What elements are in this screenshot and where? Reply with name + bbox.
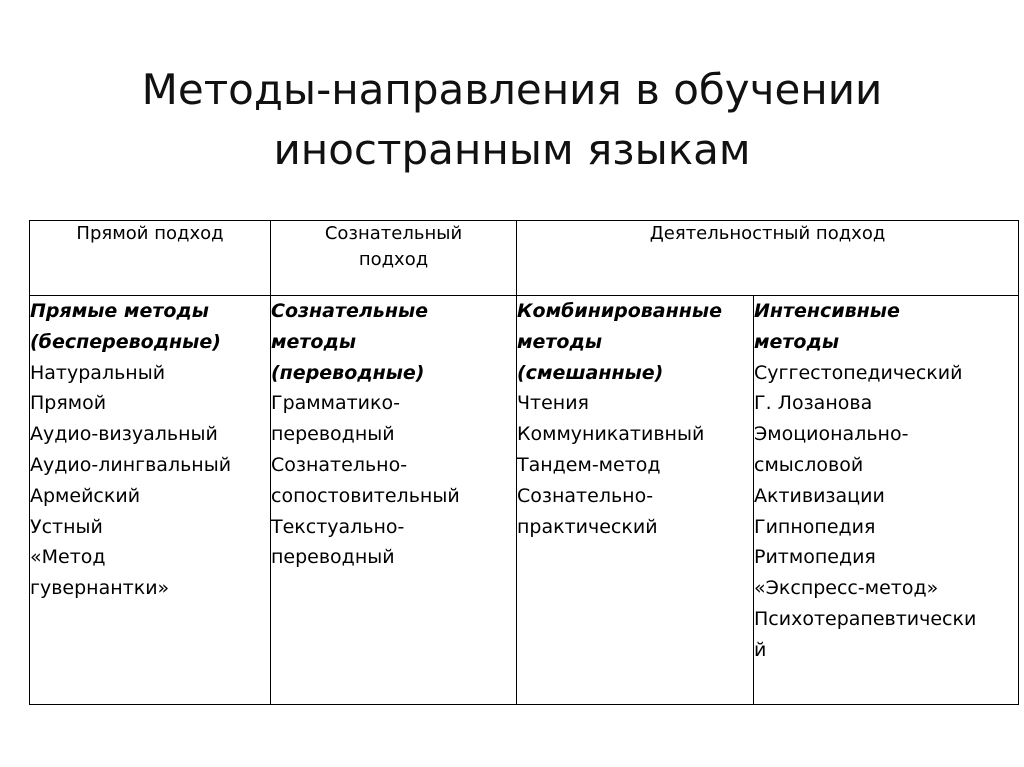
method-item: Ритмопедия [754, 546, 876, 569]
method-item: Сознательно- [517, 484, 654, 507]
method-item: переводный [271, 423, 395, 446]
methods-row [30, 296, 1019, 705]
method-item: Аудио-лингвальный [30, 453, 232, 476]
category-title: Интенсивные методы [754, 300, 900, 353]
method-item: «Экспресс-метод» [754, 577, 939, 600]
method-item: смысловой [754, 453, 864, 476]
method-item: Натуральный [30, 361, 166, 384]
method-item: Прямой [30, 392, 107, 415]
method-item: Коммуникативный [517, 423, 705, 446]
method-item: Грамматико- [271, 392, 400, 415]
method-item: Аудио-визуальный [30, 423, 218, 446]
method-item: Суггестопедический [754, 361, 963, 384]
method-item: переводный [271, 546, 395, 569]
method-item: Г. Лозанова [754, 392, 873, 415]
method-item: Текстуально- [271, 515, 405, 538]
method-item: Сознательно- [271, 453, 408, 476]
title-line-1: Методы-направления в обучении [141, 65, 883, 115]
title-line-2: иностранным языкам [273, 125, 751, 175]
method-item: Гипнопедия [754, 515, 876, 538]
column-intensive-methods [754, 296, 1019, 705]
method-item: практический [517, 515, 658, 538]
method-item: «Метод [30, 546, 106, 569]
category-title: Комбинированные методы (смешанные) [517, 300, 722, 384]
method-item: Активизации [754, 484, 885, 507]
column-direct-methods [30, 296, 271, 705]
method-item: Эмоционально- [754, 423, 909, 446]
column-combined-methods [517, 296, 754, 705]
header-conscious-approach: Сознательный подход [271, 221, 517, 296]
methods-table [29, 220, 1019, 705]
header-direct-approach: Прямой подход [30, 221, 271, 296]
method-item: гувернантки» [30, 577, 170, 600]
column-conscious-methods [271, 296, 517, 705]
header-row [30, 221, 1019, 296]
slide-title [0, 60, 1024, 180]
method-item: Армейский [30, 484, 141, 507]
method-item: Чтения [517, 392, 589, 415]
category-title: Сознательные методы (переводные) [271, 300, 429, 384]
method-item: сопостовительный [271, 484, 460, 507]
header-activity-approach: Деятельностный подход [517, 221, 1019, 296]
method-item: Тандем-метод [517, 453, 661, 476]
method-item: й [754, 638, 767, 661]
method-item: Устный [30, 515, 103, 538]
category-title: Прямые методы (беспереводные) [30, 300, 221, 353]
method-item: Психотерапевтически [754, 607, 977, 630]
